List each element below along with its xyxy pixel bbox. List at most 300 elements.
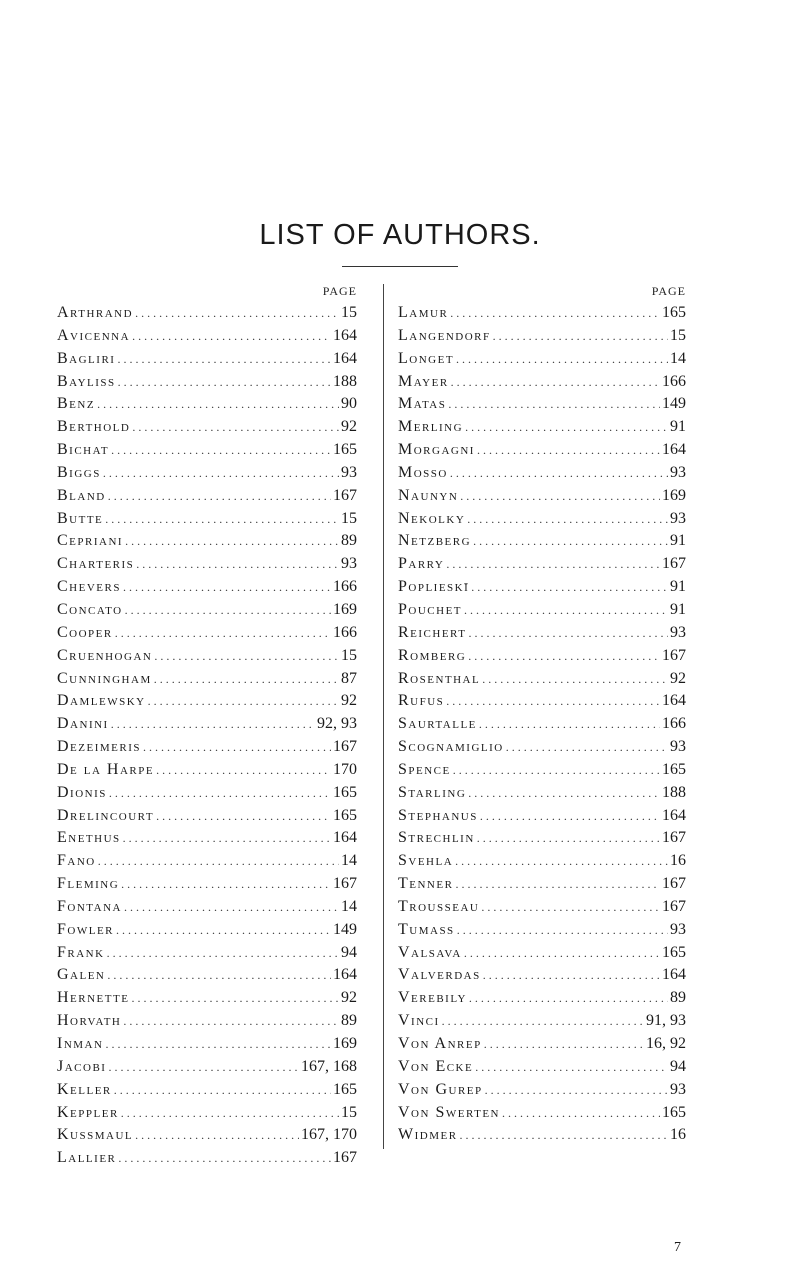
author-name: Von Anrep [398,1035,482,1052]
page-reference: 93 [341,463,357,481]
page-reference: 165 [333,441,357,459]
page-reference: 167 [662,875,686,893]
leader-dots [468,626,668,641]
page-reference: 14 [670,349,686,367]
author-name: Pouchet [398,600,463,618]
author-entry [57,327,357,350]
author-entry [398,327,686,350]
author-name: Biggs [57,463,101,481]
leader-dots [123,831,331,846]
author-name: Keppler [57,1103,119,1121]
page-reference: 15 [670,326,686,344]
author-name: Tumass [398,920,455,938]
leader-dots [156,763,331,778]
author-entry [57,852,357,875]
leader-dots [111,717,315,732]
leader-dots [123,580,331,595]
leader-dots [135,306,339,321]
page-reference: 94 [670,1057,686,1075]
author-entry [398,1081,686,1104]
author-name: Chevers [57,578,121,596]
author-name: Enethus [57,829,121,847]
leader-dots [135,1128,299,1143]
leader-dots [156,809,331,824]
author-entry [57,532,357,555]
author-entry [57,373,357,396]
author-entry [398,944,686,967]
author-name: Von Ecke [398,1057,474,1075]
author-entry [57,921,357,944]
page-reference: 164 [333,326,357,344]
page-reference: 165 [333,1080,357,1098]
author-entry [398,532,686,555]
page-reference: 16, 92 [646,1035,686,1052]
author-name: Cooper [57,623,113,641]
leader-dots [453,763,660,778]
page-reference: 91 [670,600,686,618]
page-reference: 188 [333,372,357,390]
author-entry [398,670,686,693]
author-entry [398,304,686,327]
page-reference: 89 [341,1012,357,1030]
leader-dots [460,489,660,504]
author-entry [398,761,686,784]
author-entry [398,738,686,761]
page-reference: 91 [670,532,686,550]
author-entry [57,807,357,830]
leader-dots [493,329,668,344]
page-reference: 15 [341,1103,357,1121]
author-entry [398,441,686,464]
author-entry [57,829,357,852]
leader-dots [446,557,660,572]
page-column-header: PAGE [651,284,686,298]
author-name: Hernette [57,989,130,1007]
leader-dots [125,534,339,549]
leader-dots [469,991,668,1006]
author-entry [398,555,686,578]
author-entry [57,1012,357,1035]
author-entry [57,510,357,533]
author-entry [57,464,357,487]
author-name: Widmer [398,1126,458,1144]
author-name: Poplieskī [398,578,470,596]
author-entry [398,350,686,373]
page-reference: 165 [662,1103,686,1121]
page-reference: 165 [333,806,357,824]
leader-dots [481,900,660,915]
author-name: Saurtalle [398,715,477,733]
author-entry [57,944,357,967]
author-name: Reichert [398,623,467,641]
leader-dots [465,420,668,435]
author-list-right [398,304,686,1149]
author-entry [57,1149,357,1172]
page-reference: 166 [662,715,686,733]
leader-dots [143,740,331,755]
author-entry [398,487,686,510]
author-name: Damlewsky [57,692,146,710]
author-list-left [57,304,357,1172]
leader-dots [114,1083,331,1098]
author-entry [57,875,357,898]
page-reference: 90 [341,395,357,413]
author-entry [57,692,357,715]
page-reference: 164 [662,966,686,984]
page-column-header: PAGE [322,284,357,298]
page-reference: 92 [341,418,357,436]
author-name: Bagliri [57,349,116,367]
leader-dots [460,1128,668,1143]
author-entry [57,647,357,670]
author-name: Galen [57,966,106,984]
leader-dots [446,694,660,709]
page-reference: 93 [341,555,357,573]
page-reference: 167 [333,738,357,756]
author-name: Charteris [57,555,135,573]
leader-dots [121,877,331,892]
author-name: Dionis [57,783,107,801]
author-name: Romberg [398,646,467,664]
author-entry [398,784,686,807]
author-entry [57,784,357,807]
leader-dots [111,443,331,458]
page-reference: 92 [341,692,357,710]
page-reference: 15 [341,646,357,664]
author-entry [57,624,357,647]
leader-dots [483,968,660,983]
leader-dots [484,1037,644,1052]
author-name: Rufus [398,692,445,710]
author-entry [57,761,357,784]
page-reference: 87 [341,669,357,687]
author-name: Vinci [398,1012,440,1030]
leader-dots [118,1151,331,1166]
title-rule [342,266,458,267]
author-name: Fleming [57,875,120,893]
author-name: Kussmaul [57,1126,134,1144]
page-reference: 164 [662,692,686,710]
author-name: Butte [57,509,104,527]
leader-dots [455,877,660,892]
author-entry [398,715,686,738]
author-entry [398,989,686,1012]
page-reference: 92 [341,989,357,1007]
author-name: Inman [57,1035,104,1052]
page-reference: 165 [662,304,686,321]
leader-dots [506,740,668,755]
author-entry [398,692,686,715]
author-entry [398,624,686,647]
page-reference: 16 [670,1126,686,1144]
page-reference: 167 [333,486,357,504]
leader-dots [132,329,331,344]
author-name: Berthold [57,418,131,436]
leader-dots [103,466,339,481]
leader-dots [116,923,331,938]
leader-dots [471,580,668,595]
author-name: Dezeimeris [57,738,141,756]
author-name: Netzberg [398,532,472,550]
author-entry [57,555,357,578]
author-name: Morgagni [398,441,475,459]
leader-dots [109,786,331,801]
author-entry [398,373,686,396]
author-entry [57,715,357,738]
page-reference: 165 [333,783,357,801]
author-entry [398,1126,686,1149]
page-reference: 93 [670,1080,686,1098]
author-entry [398,898,686,921]
author-name: Stephanus [398,806,478,824]
leader-dots [107,968,331,983]
leader-dots [468,786,660,801]
leader-dots [467,512,668,527]
author-name: Cruenhogan [57,646,153,664]
author-name: Trousseau [398,897,480,915]
page-reference: 89 [670,989,686,1007]
leader-dots [502,1106,660,1121]
author-entry [398,647,686,670]
author-entry [57,441,357,464]
author-entry [57,304,357,327]
page-reference: 92, 93 [317,715,357,733]
leader-dots [124,900,339,915]
leader-dots [451,375,660,390]
page-reference: 149 [662,395,686,413]
page-reference: 93 [670,509,686,527]
page-reference: 166 [333,623,357,641]
author-entry [57,989,357,1012]
page-reference: 170 [333,760,357,778]
author-name: Cunningham [57,669,152,687]
author-entry [57,1035,357,1058]
author-name: Starling [398,783,467,801]
author-name: Drelincourt [57,806,155,824]
author-name: Merling [398,418,464,436]
author-name: Matas [398,395,447,413]
author-entry [398,1012,686,1035]
author-entry [398,510,686,533]
leader-dots [457,923,668,938]
page-reference: 169 [333,600,357,618]
author-entry [57,418,357,441]
page-reference: 93 [670,463,686,481]
author-name: Langendorf [398,326,491,344]
leader-dots [115,626,331,641]
author-name: Frank [57,943,105,961]
author-name: Scognamiglio [398,738,504,756]
author-entry [57,601,357,624]
author-entry [398,1104,686,1127]
author-name: Horvath [57,1012,122,1030]
author-entry [398,875,686,898]
leader-dots [105,512,339,527]
author-entry [398,921,686,944]
author-entry [57,1081,357,1104]
leader-dots [108,1060,299,1075]
leader-dots [442,1014,644,1029]
author-entry [57,738,357,761]
page-reference: 169 [333,1035,357,1052]
page-reference: 167 [662,829,686,847]
author-name: Lamur [398,304,449,321]
author-name: Bayliss [57,372,116,390]
left-column [57,284,357,1172]
author-entry [398,601,686,624]
page-number: 7 [674,1240,681,1255]
author-entry [398,464,686,487]
author-name: Mayer [398,372,449,390]
author-name: Benz [57,395,96,413]
author-entry [398,1058,686,1081]
leader-dots [480,809,660,824]
author-name: De la Harpe [57,760,155,778]
author-name: Mosso [398,463,448,481]
leader-dots [105,1037,331,1052]
leader-dots [455,854,668,869]
author-entry [57,487,357,510]
leader-dots [108,489,331,504]
leader-dots [482,672,668,687]
leader-dots [468,649,660,664]
page-reference: 167 [662,555,686,573]
author-name: Bichat [57,441,110,459]
page-reference: 167 [333,1149,357,1167]
author-entry [57,898,357,921]
leader-dots [154,672,339,687]
page-reference: 164 [662,806,686,824]
page-reference: 92 [670,669,686,687]
author-name: Naunyn [398,486,459,504]
page-reference: 93 [670,920,686,938]
author-name: Fano [57,852,96,870]
leader-dots [136,557,339,572]
leader-dots [125,603,331,618]
leader-dots [479,717,660,732]
leader-dots [485,1083,668,1098]
author-name: Arthrand [57,304,134,321]
page-reference: 188 [662,783,686,801]
right-column [383,284,686,1149]
author-entry [398,395,686,418]
page-reference: 16 [670,852,686,870]
page-reference: 149 [333,920,357,938]
leader-dots [154,649,339,664]
author-entry [398,852,686,875]
author-name: Von Swerten [398,1103,501,1121]
author-entry [398,1035,686,1058]
leader-dots [98,854,339,869]
page-reference: 91 [670,418,686,436]
author-entry [398,966,686,989]
page-reference: 164 [333,349,357,367]
author-entry [57,670,357,693]
author-name: Bland [57,486,106,504]
leader-dots [121,1106,339,1121]
author-name: Valsava [398,943,462,961]
page-reference: 166 [333,578,357,596]
leader-dots [117,352,331,367]
author-name: Nekolky [398,509,466,527]
author-entry [57,966,357,989]
leader-dots [132,420,339,435]
author-entry [57,1126,357,1149]
author-name: Fontana [57,897,122,915]
page-reference: 167 [662,646,686,664]
page-reference: 165 [662,760,686,778]
leader-dots [131,991,339,1006]
author-name: Parry [398,555,445,573]
author-name: Danini [57,715,109,733]
page-reference: 14 [341,897,357,915]
author-name: Svehla [398,852,454,870]
author-entry [398,578,686,601]
page-reference: 169 [662,486,686,504]
page-reference: 15 [341,509,357,527]
page-reference: 164 [333,829,357,847]
author-name: Jacobi [57,1057,107,1075]
leader-dots [477,443,660,458]
page-reference: 14 [341,852,357,870]
author-entry [57,1104,357,1127]
page-reference: 93 [670,623,686,641]
author-name: Keller [57,1080,112,1098]
author-name: Verebily [398,989,467,1007]
author-name: Concato [57,600,123,618]
leader-dots [118,375,331,390]
author-name: Rosenthal [398,669,481,687]
page-reference: 93 [670,738,686,756]
page-reference: 167, 170 [301,1126,357,1144]
leader-dots [107,946,339,961]
page-reference: 167, 168 [301,1057,357,1075]
author-entry [57,350,357,373]
leader-dots [448,397,660,412]
leader-dots [464,603,668,618]
leader-dots [450,306,660,321]
author-name: Lallier [57,1149,117,1167]
author-name: Fowler [57,920,114,938]
author-entry [398,807,686,830]
leader-dots [473,534,668,549]
author-entry [57,578,357,601]
page-reference: 94 [341,943,357,961]
author-entry [57,395,357,418]
author-name: Tenner [398,875,454,893]
author-name: Valverdas [398,966,481,984]
leader-dots [464,946,660,961]
page-reference: 89 [341,532,357,550]
author-name: Spence [398,760,451,778]
author-entry [398,829,686,852]
author-name: Longet [398,349,455,367]
author-entry [398,418,686,441]
page-reference: 167 [662,897,686,915]
leader-dots [148,694,339,709]
leader-dots [475,1060,668,1075]
author-name: Strechlin [398,829,475,847]
page-reference: 164 [662,441,686,459]
page-reference: 91 [670,578,686,596]
page-reference: 166 [662,372,686,390]
author-entry [57,1058,357,1081]
page-reference: 15 [341,304,357,321]
page-reference: 164 [333,966,357,984]
leader-dots [97,397,339,412]
page-reference: 91, 93 [646,1012,686,1030]
author-name: Avicenna [57,326,131,344]
